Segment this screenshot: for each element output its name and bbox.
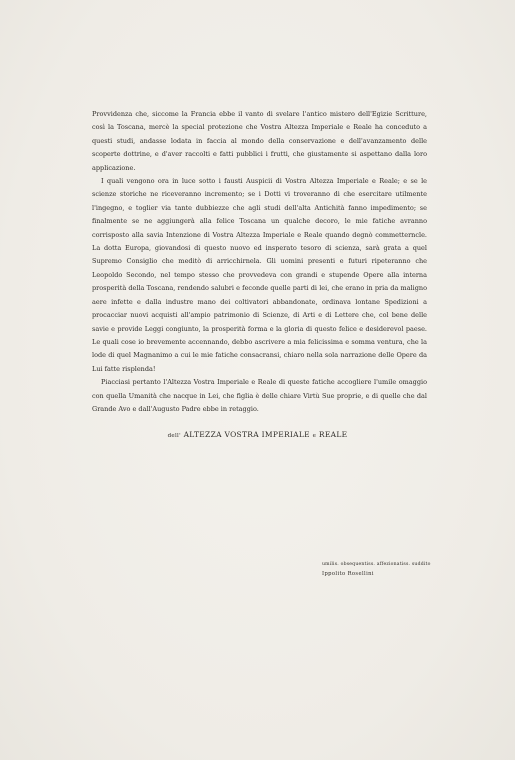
dedication-conjunction: e (312, 433, 317, 439)
dedication-prefix: dell' (167, 433, 181, 439)
paragraph-3: Piacciasi pertanto l'Altezza Vostra Imperiale e Reale di queste fatiche accogliere l'umile omaggio con quella Umanità che nacque in Lei, che figlia è delle chiare Virtù Sue proprie, e di quelle che dal Grande Avo e dall'Augusto Padre ebbe in retaggio. (92, 378, 427, 413)
paragraph-2: I quali vengono ora in luce sotto i fausti Auspicii di Vostra Altezza Imperiale e Reale; e se le scienze storiche ne riceveranno incremento; se i Dotti vi troveranno di che esercitare utilmente l'ingegno, e toglier via tante dubbiezze che agli studi dell'alta Antichità fanno impedimento; se finalmente se ne aggiungerà alla felice Toscana un qualche decoro, le mie fatiche avranno corrisposto alla savia Intenzione di Vostra Altezza Imperiale e Reale quando degnò commetterncle. La dotta Europa, giovandosi di questo nuovo ed insperato tesoro di scienza, sarà grata a quel Supremo Consiglio che meditò di arricchirnela. Gli uomini presenti e futuri ripeteranno che Leopoldo Secondo, nel tempo stesso che provvedeva con grandi e stupende Opere alla interna prosperità della Toscana, rendendo salubri e feconde quelle parti di lei, che erano in pria da maligno aere infette e dalla industre mano dei coltivatori abbandonate, ordinava lontane Spedizioni a procacciar nuovi acquisti all'ampio patrimonio di Scienze, di Arti e di Lettere che, col bene delle savie e provide Leggi congiunto, la prosperità forma e la gloria di questo felice e desiderevol paese. Le quali cose io brevemente accennando, debbo ascrivere a mia felicissima e somma ventura, che la lode di quel Magnanimo a cui le mie fatiche consacransi, chiaro nella sola narrazione delle Opere da Lui fatte risplenda! (92, 177, 427, 373)
dedication-suffix: REALE (318, 430, 348, 439)
dedication-line (0, 430, 515, 439)
signature-block (322, 561, 472, 578)
body-text (92, 108, 427, 416)
signature-line: umilis. obsequentiss. affezionatiss. suddito (322, 562, 431, 567)
dedication-title: ALTEZZA VOSTRA IMPERIALE (183, 430, 310, 439)
signature-name: Ippolito Rosellini (322, 570, 374, 577)
paragraph-1: Provvidenza che, siccome la Francia ebbe il vanto di svelare l'antico mistero dell'Egizie Scritture, così la Toscana, mercè la special protezione che Vostra Altezza Imperiale e Reale ha conceduto a questi studi, andasse lodata in faccia al mondo della conservazione e dell'avanzamento delle scoperte dottrine, e d'aver raccolti e fatti pubblici i frutti, che giustamente si aspettano dalla loro applicazione. (92, 110, 427, 172)
